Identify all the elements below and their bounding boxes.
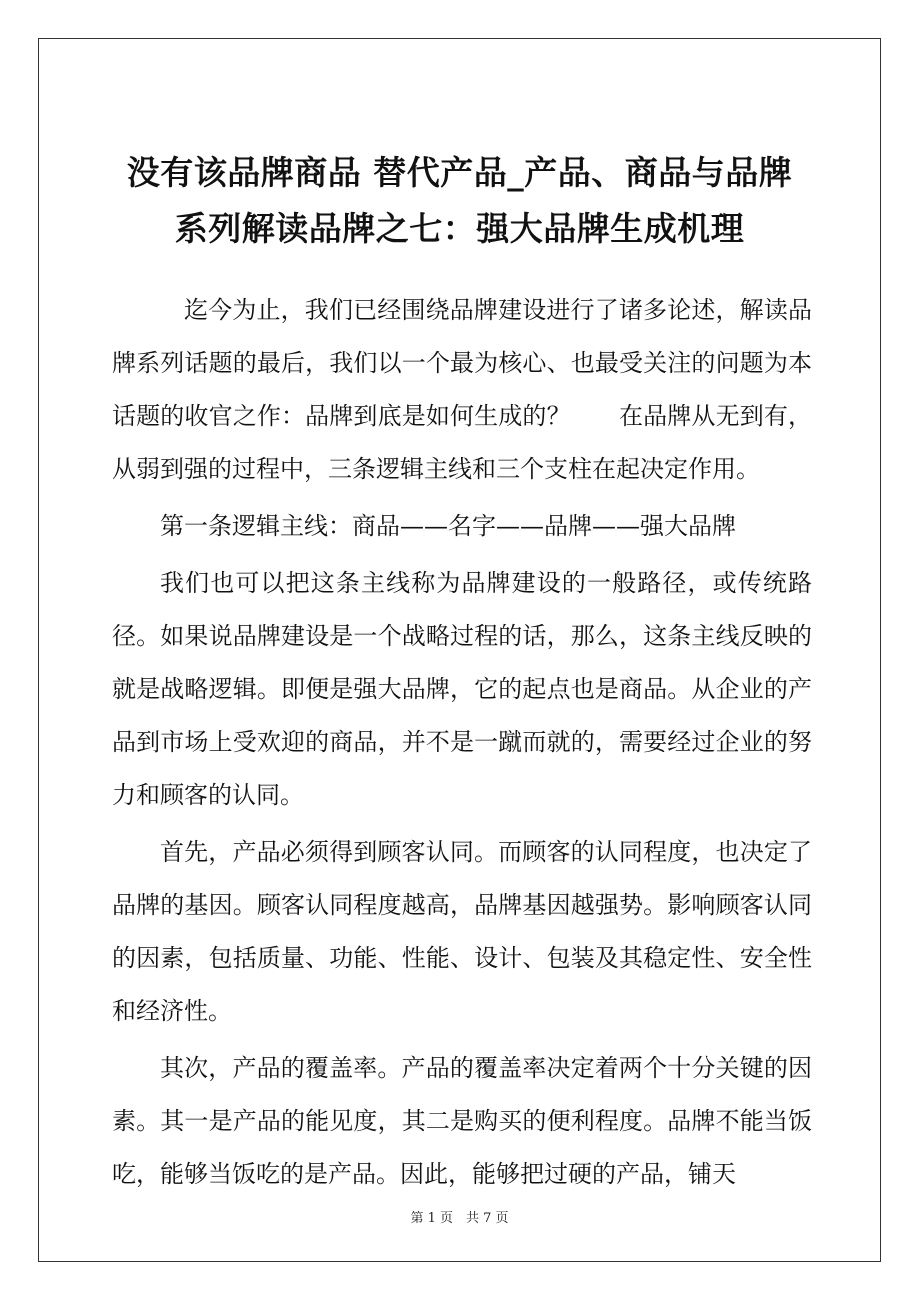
document-title-line-2: 系列解读品牌之七：强大品牌生成机理 (174, 209, 745, 248)
page-number-footer: 第 1 页 共 7 页 (410, 1211, 509, 1226)
paragraph-intro: 迄今为止，我们已经围绕品牌建设进行了诸多论述，解读品牌系列话题的最后，我们以一个最为核心、也最受关注的问题为本话题的收官之作：品牌到底是如何生成的？ 在品牌从无到有，从弱到强的过程中，三条逻辑主线和三个支柱在起决定作用。 (112, 296, 812, 483)
paragraph-customer-recognition: 首先，产品必须得到顾客认同。而顾客的认同程度，也决定了品牌的基因。顾客认同程度越高，品牌基因越强势。影响顾客认同的因素，包括质量、功能、性能、设计、包装及其稳定性、安全性和经济性。 (112, 838, 812, 1025)
document-body (112, 284, 812, 1205)
paragraph-coverage: 其次，产品的覆盖率。产品的覆盖率决定着两个十分关键的因素。其一是产品的能见度，其二是购买的便利程度。品牌不能当饭吃，能够当饭吃的是产品。因此，能够把过硬的产品，铺天 (112, 1054, 812, 1188)
paragraph-logic-line-heading: 第一条逻辑主线：商品——名字——品牌——强大品牌 (160, 512, 736, 540)
paragraph-general-path: 我们也可以把这条主线称为品牌建设的一般路径，或传统路径。如果说品牌建设是一个战略过程的话，那么，这条主线反映的就是战略逻辑。即便是强大品牌，它的起点也是商品。从企业的产品到市场上受欢迎的商品，并不是一蹴而就的，需要经过企业的努力和顾客的认同。 (112, 569, 812, 809)
document-title-line-1: 没有该品牌商品 替代产品_产品、商品与品牌 (126, 153, 793, 192)
